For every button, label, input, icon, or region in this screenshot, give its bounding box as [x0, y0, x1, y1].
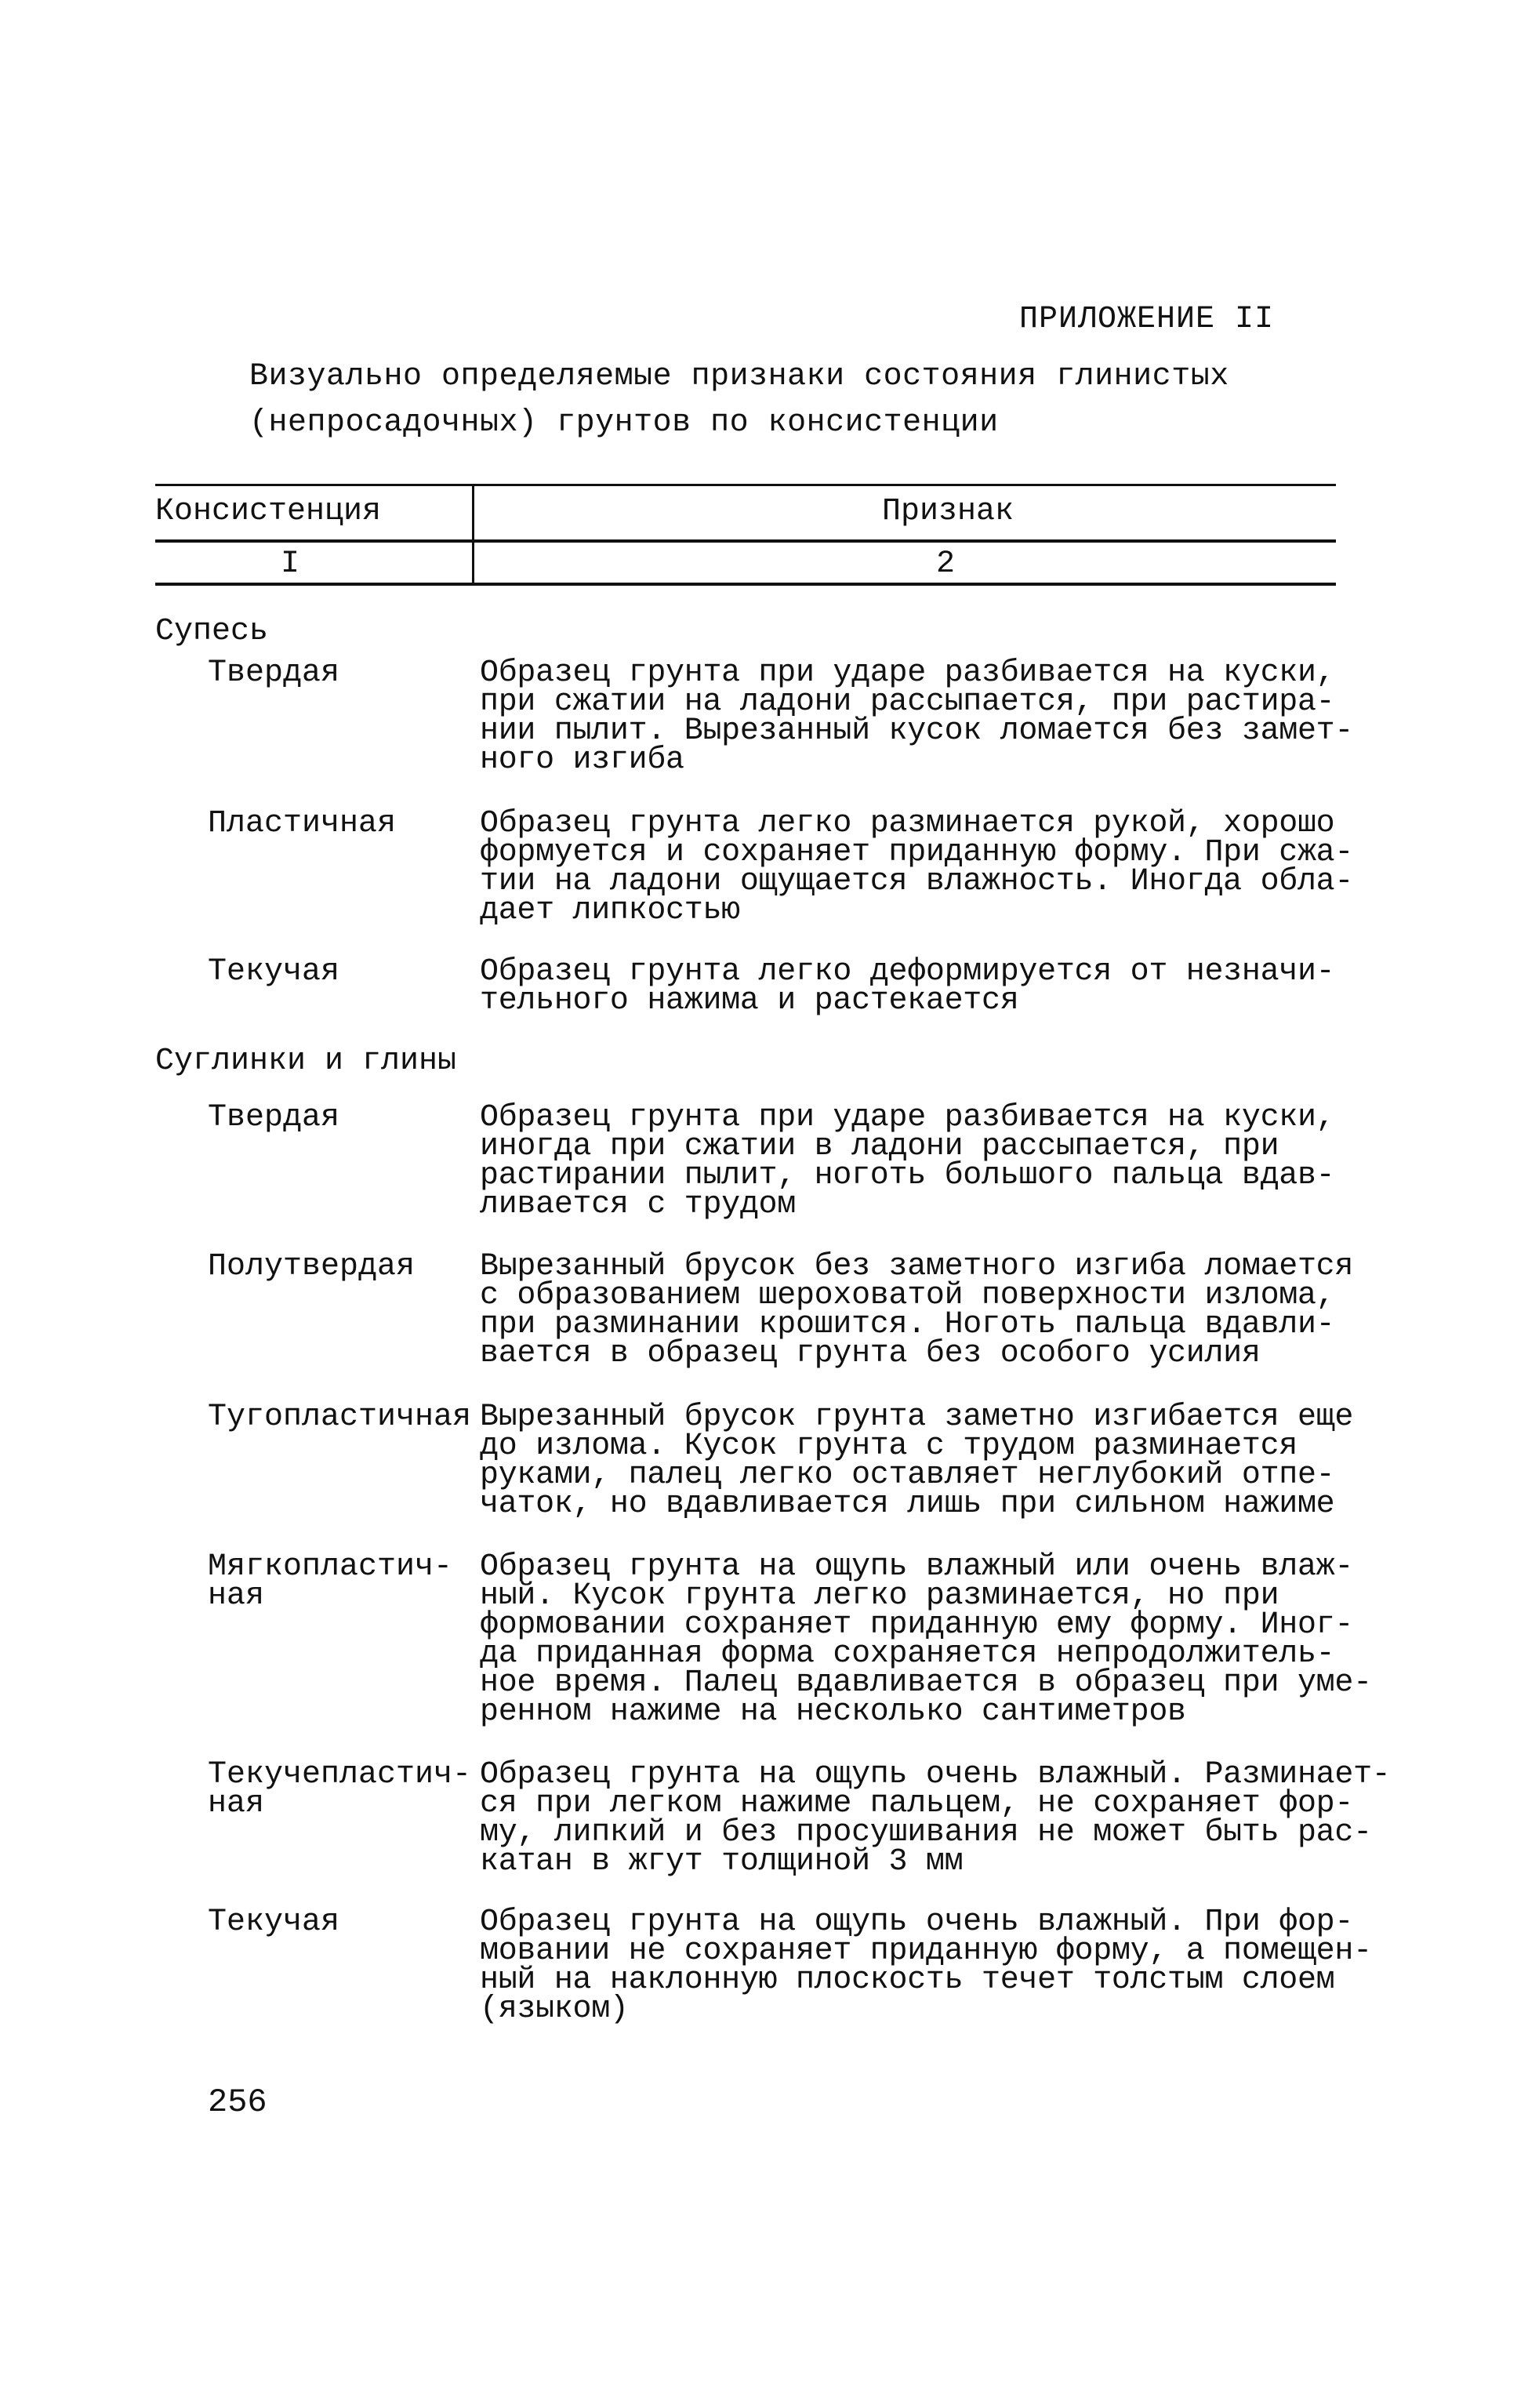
page-number: 256	[208, 2083, 267, 2121]
description-line: ренном нажиме на несколько сантиметров	[480, 1694, 1186, 1730]
description-line: формовании сохраняет приданную ему форму. Иног-	[480, 1607, 1354, 1643]
consistency-text: Текучая	[208, 1905, 340, 1940]
consistency-cell	[208, 1100, 340, 1135]
consistency-cell	[208, 806, 397, 841]
description-cell	[480, 1400, 1354, 1522]
description-line: ный. Кусок грунта легко разминается, но при	[480, 1578, 1279, 1614]
consistency-text: Текучая	[208, 954, 340, 990]
description-line: при сжатии на ладони рассыпается, при растира-	[480, 685, 1335, 720]
description-cell	[480, 1249, 1354, 1371]
description-line: ного изгиба	[480, 743, 684, 778]
description-cell	[480, 806, 1354, 928]
description-line: да приданная форма сохраняется непродолжитель-	[480, 1636, 1335, 1672]
description-cell	[480, 1757, 1391, 1880]
description-cell	[480, 954, 1335, 1019]
description-line: ное время. Палец вдавливается в образец при уме-	[480, 1665, 1372, 1701]
consistency-text: ная	[208, 1578, 265, 1614]
consistency-cell	[208, 1905, 340, 1940]
description-line: дает липкостью	[480, 893, 740, 928]
appendix-label: ПРИЛОЖЕНИЕ II	[1019, 302, 1275, 337]
consistency-text: Пластичная	[208, 806, 397, 841]
description-line: вается в образец грунта без особого усилия	[480, 1336, 1261, 1371]
consistency-cell	[208, 1757, 472, 1821]
column-number-2: 2	[936, 547, 956, 582]
table-header-rule	[155, 539, 1336, 543]
description-line: Образец грунта легко деформируется от незначи-	[480, 954, 1335, 990]
consistency-cell	[208, 656, 340, 691]
description-line: нии пылит. Вырезанный кусок ломается без замет-	[480, 714, 1354, 749]
group-title-sandy-loam: Супесь	[155, 614, 269, 649]
consistency-text: Твердая	[208, 656, 340, 691]
consistency-text: Полутвердая	[208, 1249, 416, 1284]
title-line-2: (непросадочных) грунтов по консистенции	[249, 405, 999, 441]
description-line: Вырезанный брусок без заметного изгиба ломается	[480, 1249, 1354, 1284]
description-line: ливается с трудом	[480, 1187, 796, 1222]
consistency-text: ная	[208, 1786, 265, 1821]
table-top-rule	[155, 484, 1336, 486]
description-line: мовании не сохраняет приданную форму, а помещен-	[480, 1934, 1372, 1969]
description-line: тельного нажима и растекается	[480, 983, 1019, 1019]
description-line: Образец грунта при ударе разбивается на куски,	[480, 656, 1335, 691]
consistency-text: Твердая	[208, 1100, 340, 1135]
consistency-cell	[208, 1249, 416, 1284]
table-column-divider	[472, 484, 474, 586]
description-cell	[480, 1905, 1372, 2027]
description-line: Образец грунта на ощупь очень влажный. Разминает-	[480, 1757, 1391, 1792]
description-line: руками, палец легко оставляет неглубокий отпе-	[480, 1458, 1335, 1493]
description-line: Образец грунта при ударе разбивается на куски,	[480, 1100, 1335, 1135]
header-sign: Признак	[882, 494, 1014, 529]
description-line: му, липкий и без просушивания не может быть рас-	[480, 1815, 1372, 1850]
description-line: ся при легком нажиме пальцем, не сохраняет фор-	[480, 1786, 1354, 1821]
description-cell	[480, 656, 1354, 778]
description-line: ный на наклонную плоскость течет толстым слоем	[480, 1963, 1335, 1998]
description-line: при разминании крошится. Ноготь пальца вдавли-	[480, 1307, 1335, 1342]
description-line: чаток, но вдавливается лишь при сильном нажиме	[480, 1487, 1335, 1522]
description-line: Образец грунта на ощупь влажный или очень влаж-	[480, 1549, 1354, 1585]
description-line: формуется и сохраняет приданную форму. При сжа-	[480, 835, 1354, 870]
group-title-loams-and-clays: Суглинки и глины	[155, 1044, 457, 1079]
description-line: тии на ладони ощущается влажность. Иногда обла-	[480, 864, 1354, 899]
description-cell	[480, 1549, 1372, 1730]
consistency-text: Тугопластичная	[208, 1400, 472, 1435]
description-line: растирании пылит, ноготь большого пальца вдав-	[480, 1158, 1335, 1193]
description-line: иногда при сжатии в ладони рассыпается, при	[480, 1129, 1279, 1164]
header-consistency: Консистенция	[155, 494, 382, 529]
consistency-cell	[208, 1549, 453, 1614]
consistency-cell	[208, 1400, 472, 1435]
table-numbers-rule	[155, 583, 1336, 586]
description-line: Вырезанный брусок грунта заметно изгибается еще	[480, 1400, 1354, 1435]
description-line: Образец грунта легко разминается рукой, хорошо	[480, 806, 1335, 841]
consistency-text: Текучепластич-	[208, 1757, 472, 1792]
consistency-text: Мягкопластич-	[208, 1549, 453, 1585]
consistency-cell	[208, 954, 340, 990]
description-cell	[480, 1100, 1335, 1222]
column-number-1: I	[281, 547, 300, 582]
description-line: до излома. Кусок грунта с трудом разминается	[480, 1429, 1298, 1464]
description-line: Образец грунта на ощупь очень влажный. При фор-	[480, 1905, 1354, 1940]
description-line: катан в жгут толщиной 3 мм	[480, 1844, 964, 1880]
description-line: с образованием шероховатой поверхности излома,	[480, 1278, 1335, 1313]
title-line-1: Визуально определяемые признаки состояния глинистых	[249, 359, 1229, 394]
description-line: (языком)	[480, 1992, 629, 2027]
